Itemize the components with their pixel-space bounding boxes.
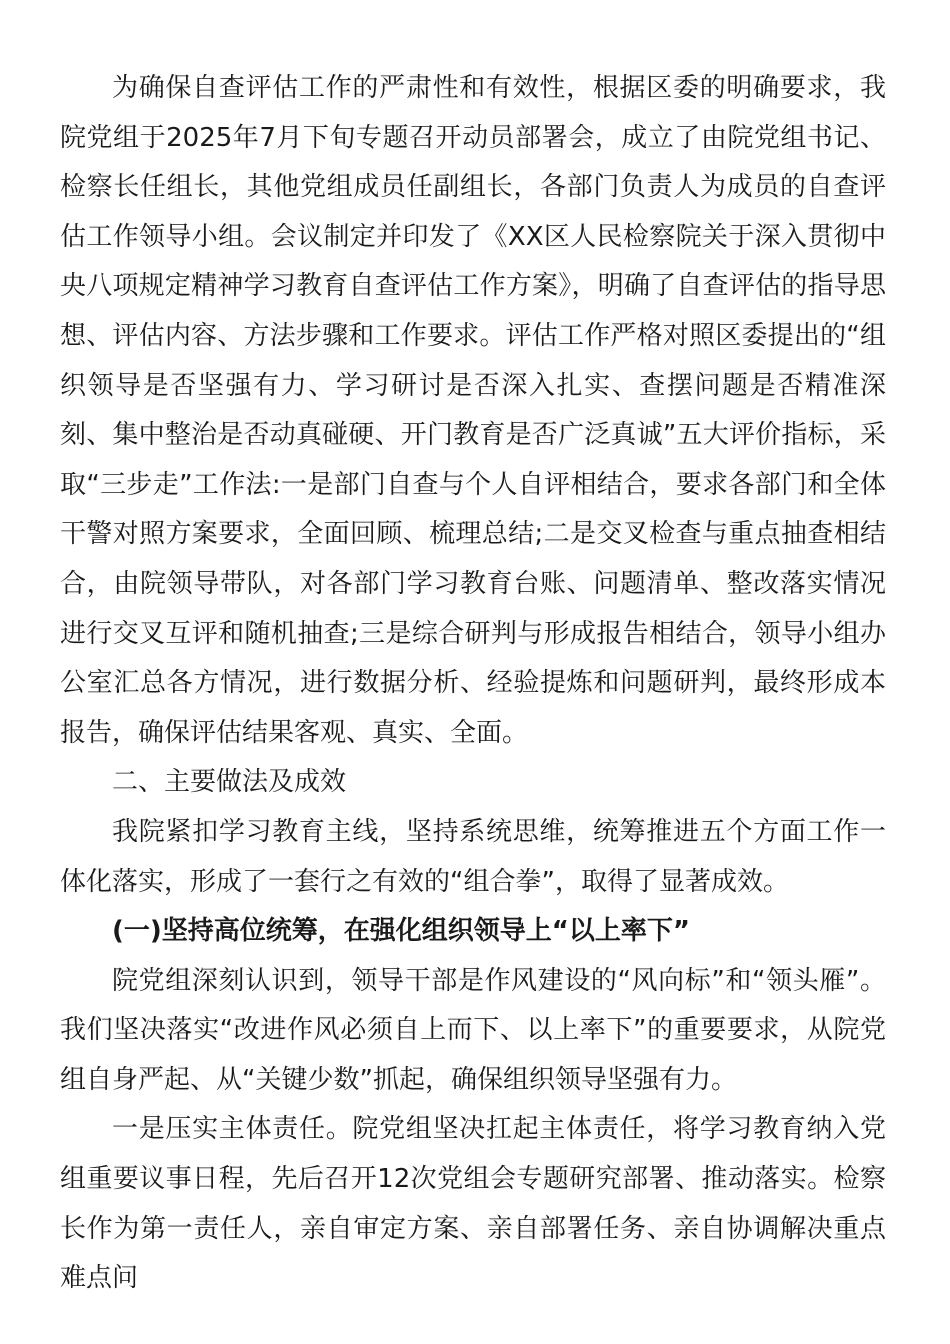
paragraph-responsibility: 一是压实主体责任。院党组坚决扛起主体责任，将学习教育纳入党组重要议事日程，先后召开12次党组会专题研究部署、推动落实。检察长作为第一责任人，亲自审定方案、亲自部署任务、亲自协调解决重点难点问 xyxy=(60,1114,886,1294)
paragraph-overview: 我院紧扣学习教育主线，坚持系统思维，统筹推进五个方面工作一体化落实，形成了一套行之有效的“组合拳”，取得了显著成效。 xyxy=(60,816,886,897)
subsection-heading-leadership: (一)坚持高位统筹，在强化组织领导上“以上率下” xyxy=(112,916,690,947)
section-heading-main-practices: 二、主要做法及成效 xyxy=(112,767,347,798)
document-page xyxy=(60,64,886,1304)
paragraph-leadership: 院党组深刻认识到，领导干部是作风建设的“风向标”和“领头雁”。我们坚决落实“改进作风必须自上而下、以上率下”的重要要求，从院党组自身严起、从“关键少数”抓起，确保组织领导坚强有力。 xyxy=(60,965,886,1095)
paragraph-self-assessment: 为确保自查评估工作的严肃性和有效性，根据区委的明确要求，我院党组于2025年7月下旬专题召开动员部署会，成立了由院党组书记、检察长任组长，其他党组成员任副组长，各部门负责人为成员的自查评估工作领导小组。会议制定并印发了《XX区人民检察院关于深入贯彻中央八项规定精神学习教育自查评估工作方案》，明确了自查评估的指导思想、评估内容、方法步骤和工作要求。评估工作严格对照区委提出的“组织领导是否坚强有力、学习研讨是否深入扎实、查摆问题是否精准深刻、集中整治是否动真碰硬、开门教育是否广泛真诚”五大评价指标，采取“三步走”工作法:一是部门自查与个人自评相结合，要求各部门和全体干警对照方案要求，全面回顾、梳理总结;二是交叉检查与重点抽查相结合，由院领导带队，对各部门学习教育台账、问题清单、整改落实情况进行交叉互评和随机抽查;三是综合研判与形成报告相结合，领导小组办公室汇总各方情况，进行数据分析、经验提炼和问题研判，最终形成本报告，确保评估结果客观、真实、全面。 xyxy=(60,73,886,748)
